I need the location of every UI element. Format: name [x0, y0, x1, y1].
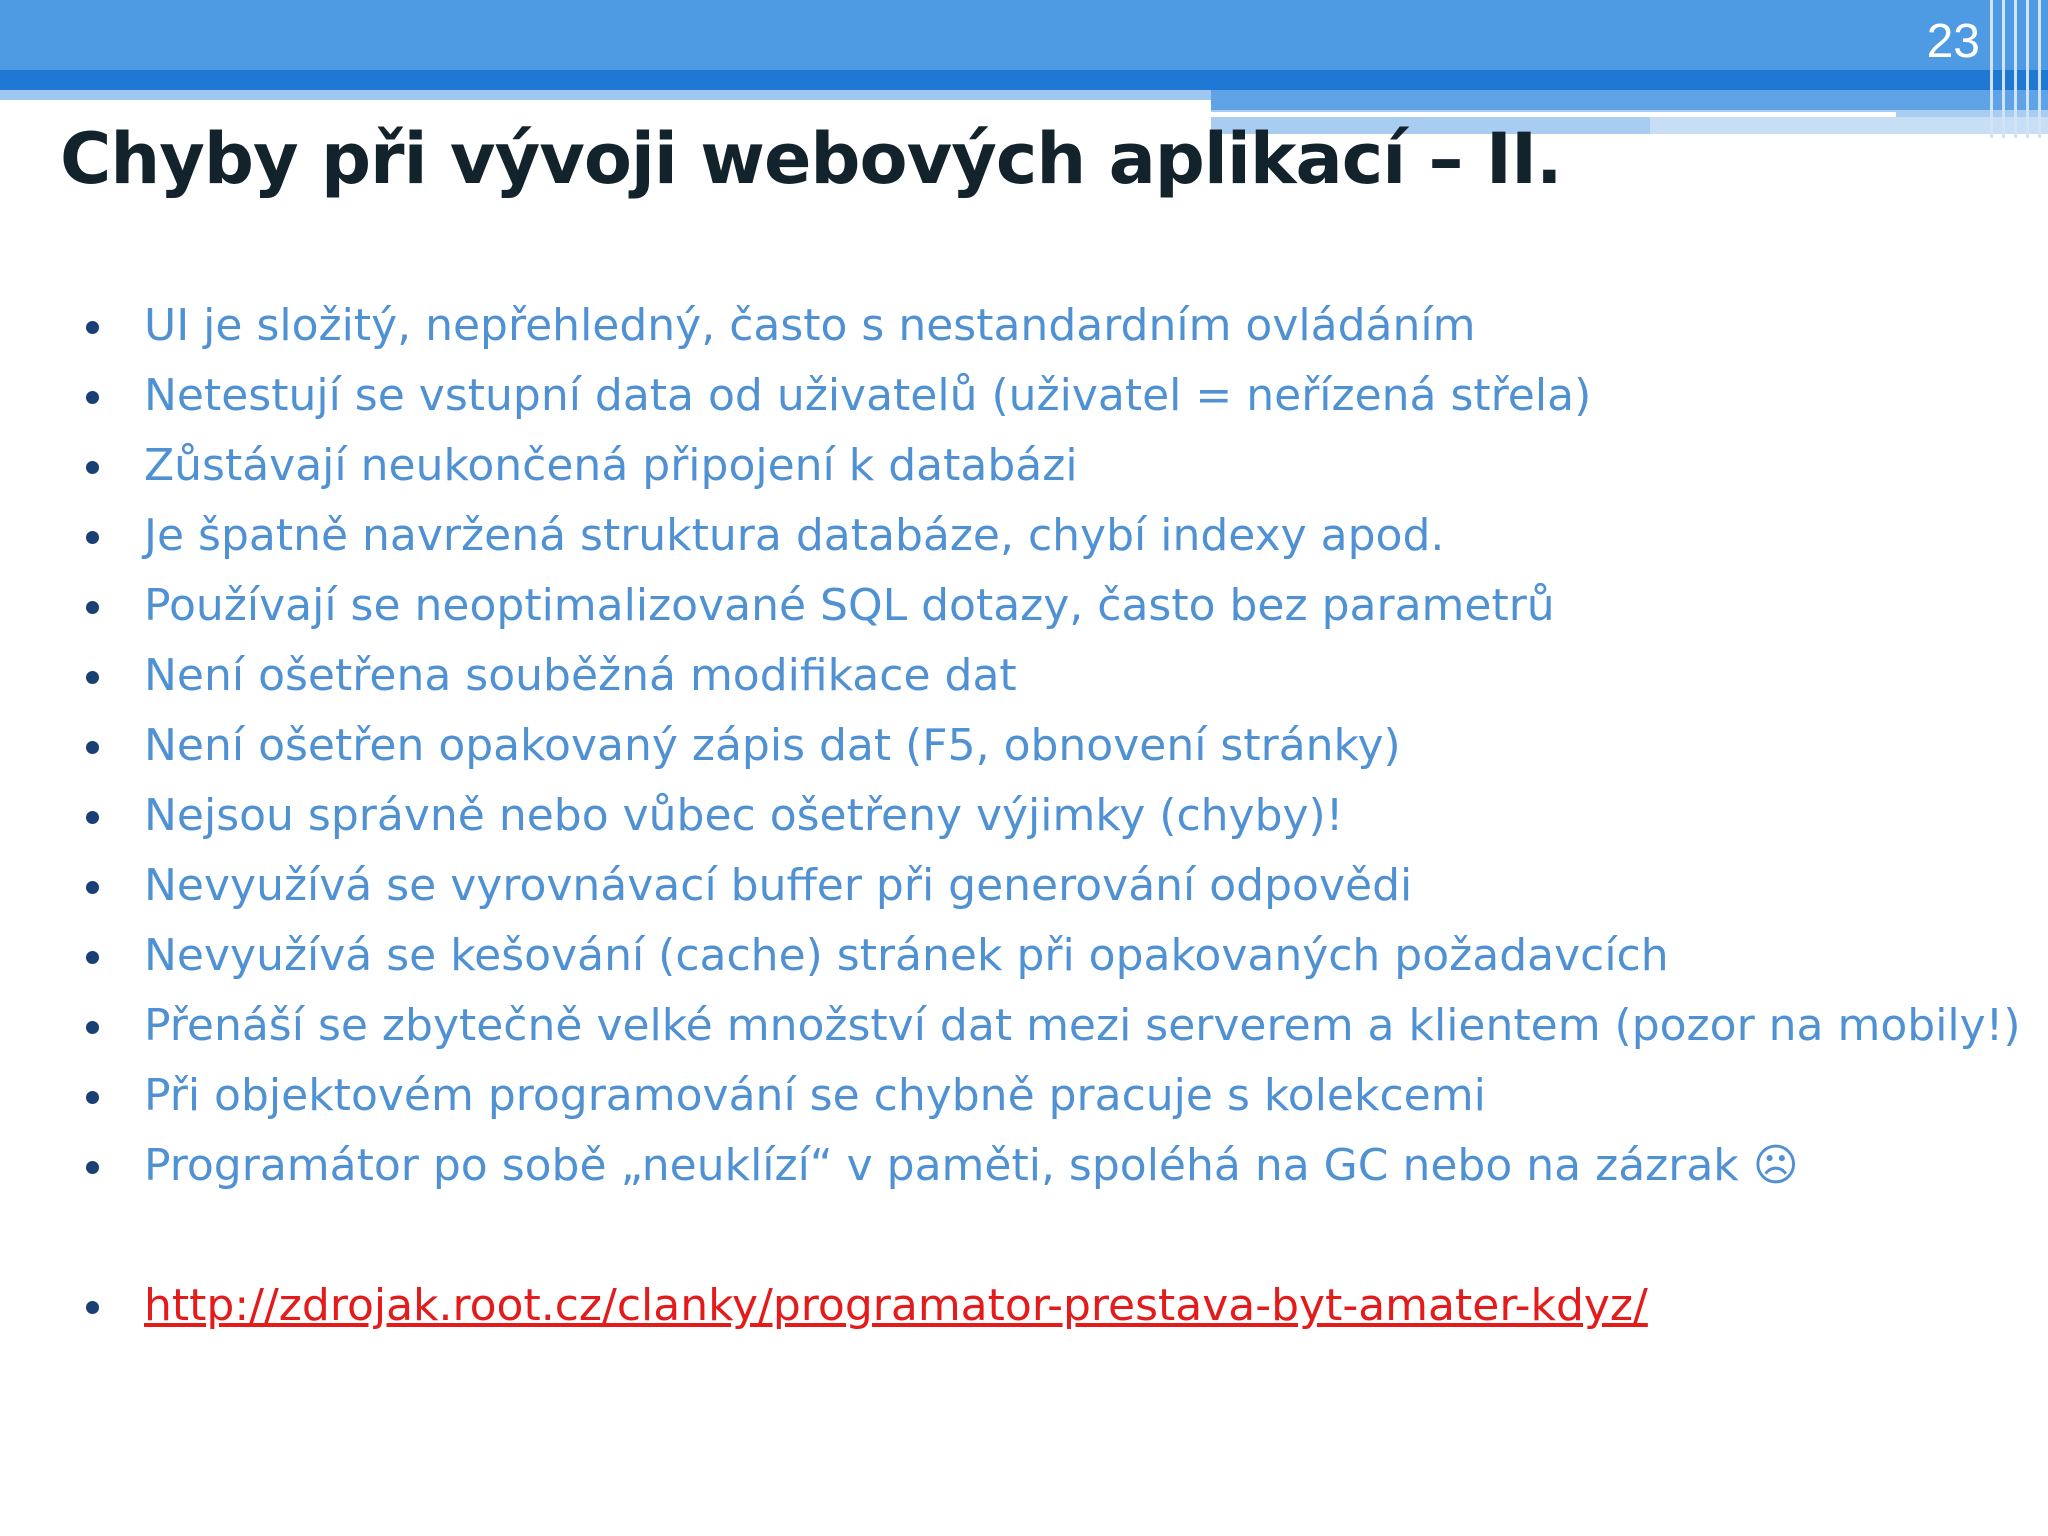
list-spacer: [80, 1205, 1980, 1275]
bullet-dot-icon: [86, 391, 99, 404]
bullet-dot-icon: [86, 741, 99, 754]
bullet-text: Při objektovém programování se chybně pracuje s kolekcemi: [144, 1070, 1486, 1121]
list-item: [80, 575, 1980, 645]
header-band-left-stripe: [0, 90, 1211, 100]
bullet-dot-icon: [86, 531, 99, 544]
list-item: [80, 505, 1980, 575]
bullet-dot-icon: [86, 1161, 99, 1174]
header-vertical-line: [2038, 0, 2041, 138]
list-item: [80, 715, 1980, 785]
bullet-text: Přenáší se zbytečně velké množství dat mezi serverem a klientem (pozor na mobily!): [144, 1000, 2021, 1051]
list-item: [80, 435, 1980, 505]
bullet-dot-icon: [86, 811, 99, 824]
slide-number: 23: [1926, 15, 1980, 68]
list-item: [80, 925, 1980, 995]
header-vertical-line: [1990, 0, 1993, 138]
bullet-dot-icon: [86, 1301, 99, 1314]
bullet-list: [80, 295, 2021, 1345]
header-band-right-stripe: [1211, 90, 2048, 110]
header-vertical-line: [2002, 0, 2005, 138]
bullet-dot-icon: [86, 951, 99, 964]
bullet-text: Nevyužívá se kešování (cache) stránek při opakovaných požadavcích: [144, 930, 1669, 981]
header-vertical-line: [2014, 0, 2017, 138]
bullet-dot-icon: [86, 881, 99, 894]
slide-title: Chyby při vývoji webových aplikací – II.: [60, 118, 1562, 200]
bullet-text: Zůstávají neukončená připojení k databázi: [144, 440, 1078, 491]
link-item: [80, 1275, 1980, 1345]
bullet-text: Používají se neoptimalizované SQL dotazy, často bez parametrů: [144, 580, 1555, 631]
bullet-dot-icon: [86, 601, 99, 614]
list-item: [80, 855, 1980, 925]
bullet-text: Není ošetřena souběžná modifikace dat: [144, 650, 1017, 701]
bullet-dot-icon: [86, 321, 99, 334]
bullet-dot-icon: [86, 671, 99, 684]
bullet-text: Netestují se vstupní data od uživatelů (uživatel = neřízená střela): [144, 370, 1592, 421]
list-item: [80, 645, 1980, 715]
bullet-text: Není ošetřen opakovaný zápis dat (F5, obnovení stránky): [144, 720, 1401, 771]
list-item: [80, 1065, 1980, 1135]
bullet-text: Nevyužívá se vyrovnávací buffer při generování odpovědi: [144, 860, 1413, 911]
bullet-text: Programátor po sobě „neuklízí“ v paměti, spoléhá na GC nebo na zázrak ☹: [144, 1140, 1799, 1191]
bullet-dot-icon: [86, 1091, 99, 1104]
bullet-dot-icon: [86, 461, 99, 474]
bullet-text: UI je složitý, nepřehledný, často s nestandardním ovládáním: [144, 300, 1476, 351]
list-item: [80, 1135, 1980, 1205]
bullet-text: Nejsou správně nebo vůbec ošetřeny výjimky (chyby)!: [144, 790, 1344, 841]
header-band: [0, 0, 2048, 70]
list-item: [80, 295, 1980, 365]
list-item: [80, 365, 1980, 435]
header-vertical-line: [2026, 0, 2029, 138]
bullet-dot-icon: [86, 1021, 99, 1034]
header-band-dark-stripe: [0, 70, 2048, 90]
list-item: [80, 995, 2021, 1065]
header-step-stripe: [1650, 117, 2048, 134]
source-link[interactable]: http://zdrojak.root.cz/clanky/programator-prestava-byt-amater-kdyz/: [144, 1280, 1648, 1331]
bullet-text: Je špatně navržená struktura databáze, chybí indexy apod.: [144, 510, 1445, 561]
list-item: [80, 785, 1980, 855]
